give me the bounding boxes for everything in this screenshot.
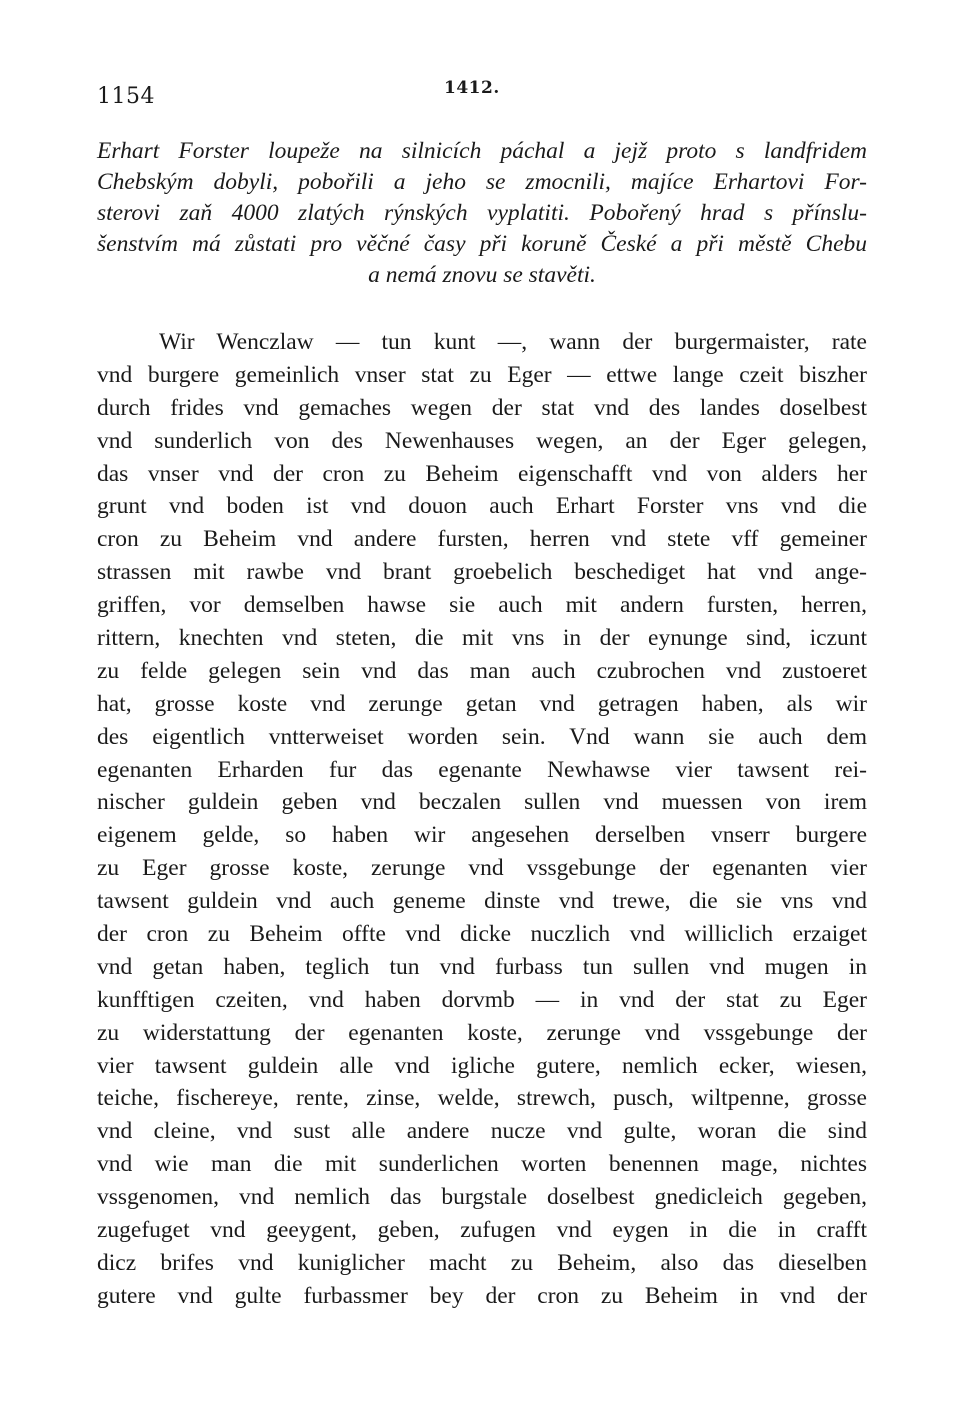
czech-summary	[97, 136, 867, 291]
summary-line: Erhart Forster loupeže na silnicích páchal a jejž proto s landfridem	[97, 138, 867, 164]
body-line: cron zu Beheim vnd andere fursten, herren vnd stete vff gemeiner	[97, 526, 867, 553]
body-line: durch frides vnd gemaches wegen der stat vnd des landes doselbest	[97, 394, 867, 421]
body-line: zu felde gelegen sein vnd das man auch czubrochen vnd zustoeret	[97, 657, 867, 684]
body-line: egenanten Erharden fur das egenante Newhawse vier tawsent rei-	[97, 756, 867, 783]
body-line: gutere vnd gulte furbassmer bey der cron zu Beheim in vnd der	[97, 1282, 867, 1309]
body-line: das vnser vnd der cron zu Beheim eigenschafft vnd von alders her	[97, 460, 867, 487]
body-line: vier tawsent guldein alle vnd igliche gutere, nemlich ecker, wiesen,	[97, 1052, 867, 1079]
body-line: zu Eger grosse koste, zerunge vnd vssgebunge der egenanten vier	[97, 855, 867, 882]
body-line: vnd cleine, vnd sust alle andere nucze vnd gulte, woran die sind	[97, 1118, 867, 1145]
body-line: zu widerstattung der egenanten koste, zerunge vnd vssgebunge der	[97, 1019, 867, 1046]
body-line: nischer guldein geben vnd beczalen sullen vnd muessen von irem	[97, 789, 867, 816]
body-line: vnd burgere gemeinlich vnser stat zu Eger — ettwe lange czeit biszher	[97, 361, 867, 388]
body-line: kunfftigen czeiten, vnd haben dorvmb — in vnd der stat zu Eger	[97, 986, 867, 1013]
body-line: eigenem gelde, so haben wir angesehen derselben vnserr burgere	[97, 822, 867, 849]
body-line: vnd getan haben, teglich tun vnd furbass tun sullen vnd mugen in	[97, 953, 867, 980]
body-line: tawsent guldein vnd auch geneme dinste vnd trewe, die sie vns vnd	[97, 888, 867, 915]
body-line: vssgenomen, vnd nemlich das burgstale doselbest gnedicleich gegeben,	[97, 1184, 867, 1211]
body-line: rittern, knechten vnd steten, die mit vns in der eynunge sind, iczunt	[97, 625, 867, 652]
summary-line: sterovi zaň 4000 zlatých rýnských vyplatiti. Pobořený hrad s přínslu-	[97, 200, 867, 226]
body-line: vnd sunderlich von des Newenhauses wegen, an der Eger gelegen,	[97, 427, 867, 454]
summary-line: a nemá znovu se stavěti.	[368, 262, 596, 288]
german-charter-text	[97, 326, 867, 1313]
page-header	[97, 74, 867, 114]
page-number: 1154	[97, 84, 155, 109]
body-line: der cron zu Beheim offte vnd dicke nuczlich vnd williclich erzaiget	[97, 921, 867, 948]
body-line: Wir Wenczlaw — tun kunt —, wann der burgermaister, rate	[159, 329, 867, 355]
body-line: dicz brifes vnd kuniglicher macht zu Beheim, also das dieselben	[97, 1249, 867, 1276]
body-line: teiche, fischereye, rente, zinse, welde, strewch, pusch, wiltpenne, grosse	[97, 1085, 867, 1112]
body-line: des eigentlich vntterweiset worden sein. Vnd wann sie auch dem	[97, 723, 867, 750]
body-line: grunt vnd boden ist vnd douon auch Erhart Forster vns vnd die	[97, 493, 867, 520]
body-line: hat, grosse koste vnd zerunge getan vnd getragen haben, als wir	[97, 690, 867, 717]
year-heading: 1412.	[444, 78, 500, 98]
summary-line: šenstvím má zůstati pro věčné časy při koruně České a při městě Chebu	[97, 231, 867, 257]
body-line: vnd wie man die mit sunderlichen worten benennen mage, nichtes	[97, 1151, 867, 1178]
summary-line: Chebským dobyli, pobořili a jeho se zmocnili, majíce Erhartovi For-	[97, 169, 867, 195]
body-line: zugefuget vnd geeygent, geben, zufugen vnd eygen in die in crafft	[97, 1217, 867, 1244]
body-line: strassen mit rawbe vnd brant groebelich beschediget hat vnd ange-	[97, 559, 867, 586]
body-line: griffen, vor demselben hawse sie auch mit andern fursten, herren,	[97, 592, 867, 619]
